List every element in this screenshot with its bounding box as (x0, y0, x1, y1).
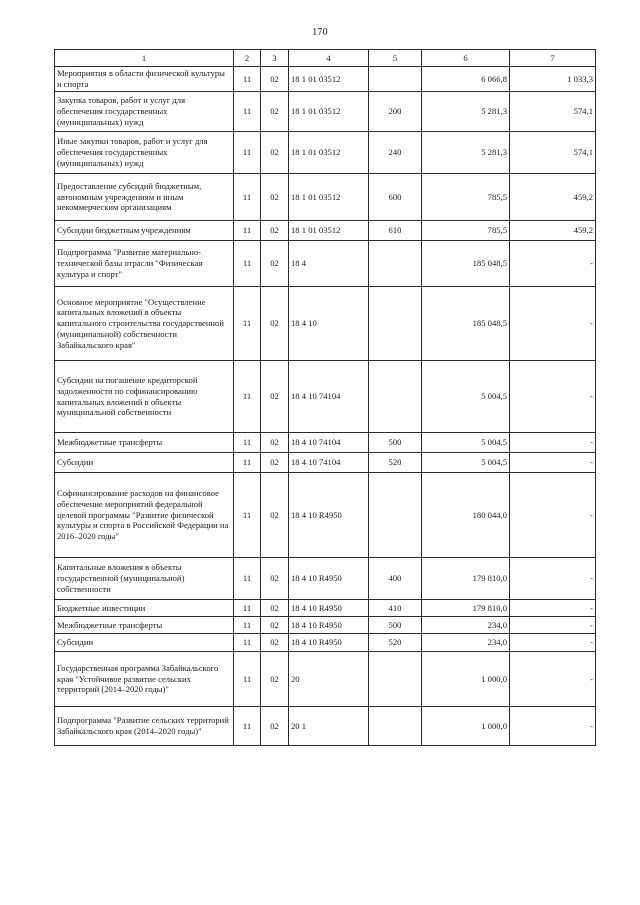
row-value6-cell: 185 048,5 (422, 241, 510, 287)
row-value7-cell: - (510, 287, 596, 361)
row-col3-cell: 02 (261, 174, 289, 221)
row-code-cell: 18 4 10 R4950 (289, 558, 369, 600)
row-col2-cell: 11 (234, 634, 261, 652)
row-name-cell: Субсидии (55, 453, 234, 473)
row-value6-cell: 5 004,5 (422, 361, 510, 433)
row-code-cell: 18 4 10 74104 (289, 361, 369, 433)
row-value7-cell: - (510, 558, 596, 600)
table-row (55, 67, 596, 92)
row-name-cell: Закупка товаров, работ и услуг для обеспечения государственных (муниципальных) нужд (55, 92, 234, 132)
table-row (55, 652, 596, 707)
table-row (55, 174, 596, 221)
row-value6-cell: 5 004,5 (422, 433, 510, 453)
table-row (55, 453, 596, 473)
row-code-cell: 20 1 (289, 707, 369, 746)
row-col3-cell: 02 (261, 634, 289, 652)
row-value7-cell: - (510, 600, 596, 617)
row-col3-cell: 02 (261, 617, 289, 634)
budget-table (54, 49, 596, 746)
row-col3-cell: 02 (261, 361, 289, 433)
header-col-5: 5 (369, 50, 422, 67)
table-row (55, 558, 596, 600)
row-col2-cell: 11 (234, 473, 261, 558)
row-value6-cell: 5 281,3 (422, 92, 510, 132)
row-type-cell (369, 361, 422, 433)
row-value6-cell: 785,5 (422, 221, 510, 241)
table-body (55, 67, 596, 746)
row-name-cell: Бюджетные инвестиции (55, 600, 234, 617)
row-type-cell (369, 473, 422, 558)
row-col2-cell: 11 (234, 433, 261, 453)
row-col2-cell: 11 (234, 67, 261, 92)
row-code-cell: 18 4 10 (289, 287, 369, 361)
table-row (55, 132, 596, 174)
header-col-2: 2 (234, 50, 261, 67)
row-code-cell: 20 (289, 652, 369, 707)
table-row (55, 433, 596, 453)
row-col2-cell: 11 (234, 617, 261, 634)
row-value7-cell: - (510, 433, 596, 453)
row-type-cell: 610 (369, 221, 422, 241)
row-col3-cell: 02 (261, 92, 289, 132)
row-value7-cell: 459,2 (510, 174, 596, 221)
row-value7-cell: - (510, 652, 596, 707)
row-col2-cell: 11 (234, 132, 261, 174)
row-value7-cell: 574,1 (510, 132, 596, 174)
row-col2-cell: 11 (234, 92, 261, 132)
row-col3-cell: 02 (261, 707, 289, 746)
row-name-cell: Предоставление субсидий бюджетным, автономным учреждениям и иным некоммерческим организациям (55, 174, 234, 221)
row-name-cell: Софинансирование расходов на финансовое обеспечение мероприятий федеральной целевой программы "Развитие физической культуры и спорта в Российской Федерации на 2016–2020 годы" (55, 473, 234, 558)
row-value6-cell: 6 066,8 (422, 67, 510, 92)
row-name-cell: Подпрограмма "Развитие сельских территорий Забайкальского края (2014–2020 годы)" (55, 707, 234, 746)
row-value7-cell: 1 033,3 (510, 67, 596, 92)
row-type-cell (369, 652, 422, 707)
row-name-cell: Иные закупки товаров, работ и услуг для обеспечения государственных (муниципальных) нужд (55, 132, 234, 174)
row-value6-cell: 5 004,5 (422, 453, 510, 473)
row-code-cell: 18 1 01 03512 (289, 132, 369, 174)
row-type-cell (369, 67, 422, 92)
row-value7-cell: - (510, 361, 596, 433)
row-code-cell: 18 1 01 03512 (289, 67, 369, 92)
row-name-cell: Субсидии на погашение кредиторской задолженности по софинансированию капитальных вложений в объекты муниципальной собственности (55, 361, 234, 433)
row-col3-cell: 02 (261, 473, 289, 558)
row-name-cell: Подпрограмма "Развитие материально-технической базы отрасли "Физическая культура и спорт" (55, 241, 234, 287)
row-code-cell: 18 4 (289, 241, 369, 287)
row-value6-cell: 234,0 (422, 617, 510, 634)
row-type-cell: 520 (369, 453, 422, 473)
row-value6-cell: 5 281,3 (422, 132, 510, 174)
row-type-cell: 600 (369, 174, 422, 221)
row-type-cell: 410 (369, 600, 422, 617)
header-col-6: 6 (422, 50, 510, 67)
row-code-cell: 18 4 10 R4950 (289, 634, 369, 652)
row-value7-cell: - (510, 617, 596, 634)
page-number: 170 (312, 27, 328, 38)
table-header-row (55, 50, 596, 67)
row-value7-cell: 574,1 (510, 92, 596, 132)
row-col3-cell: 02 (261, 600, 289, 617)
row-col3-cell: 02 (261, 241, 289, 287)
row-code-cell: 18 4 10 R4950 (289, 600, 369, 617)
row-col2-cell: 11 (234, 361, 261, 433)
row-col2-cell: 11 (234, 287, 261, 361)
row-value7-cell: - (510, 453, 596, 473)
row-type-cell: 400 (369, 558, 422, 600)
row-value6-cell: 785,5 (422, 174, 510, 221)
row-name-cell: Субсидии бюджетным учреждениям (55, 221, 234, 241)
row-col3-cell: 02 (261, 221, 289, 241)
row-code-cell: 18 4 10 74104 (289, 433, 369, 453)
row-type-cell: 200 (369, 92, 422, 132)
row-value6-cell: 234,0 (422, 634, 510, 652)
header-col-4: 4 (289, 50, 369, 67)
table-row (55, 707, 596, 746)
table-row (55, 221, 596, 241)
row-value7-cell: - (510, 473, 596, 558)
row-col3-cell: 02 (261, 558, 289, 600)
row-value7-cell: 459,2 (510, 221, 596, 241)
row-col3-cell: 02 (261, 132, 289, 174)
row-col3-cell: 02 (261, 652, 289, 707)
row-name-cell: Основное мероприятие "Осуществление капитальных вложений в объекты капитального строительства государственной (муниципальной) собственности Забайкальского края" (55, 287, 234, 361)
row-col2-cell: 11 (234, 241, 261, 287)
table-row (55, 241, 596, 287)
row-type-cell (369, 287, 422, 361)
table-row (55, 617, 596, 634)
row-col3-cell: 02 (261, 287, 289, 361)
table-row (55, 473, 596, 558)
row-code-cell: 18 4 10 R4950 (289, 617, 369, 634)
row-name-cell: Мероприятия в области физической культуры и спорта (55, 67, 234, 92)
row-code-cell: 18 1 01 03512 (289, 92, 369, 132)
row-type-cell (369, 241, 422, 287)
row-col2-cell: 11 (234, 652, 261, 707)
row-code-cell: 18 1 01 03512 (289, 221, 369, 241)
row-name-cell: Субсидии (55, 634, 234, 652)
row-col2-cell: 11 (234, 707, 261, 746)
row-value6-cell: 179 810,0 (422, 600, 510, 617)
row-value6-cell: 1 000,0 (422, 652, 510, 707)
row-value6-cell: 179 810,0 (422, 558, 510, 600)
row-code-cell: 18 1 01 03512 (289, 174, 369, 221)
row-type-cell: 520 (369, 634, 422, 652)
header-col-7: 7 (510, 50, 596, 67)
table-row (55, 92, 596, 132)
row-name-cell: Капитальные вложения в объекты государственной (муниципальной) собственности (55, 558, 234, 600)
row-value7-cell: - (510, 241, 596, 287)
row-value6-cell: 185 048,5 (422, 287, 510, 361)
row-col2-cell: 11 (234, 558, 261, 600)
header-col-1: 1 (55, 50, 234, 67)
row-col2-cell: 11 (234, 600, 261, 617)
row-name-cell: Межбюджетные трансферты (55, 433, 234, 453)
row-col3-cell: 02 (261, 67, 289, 92)
row-col3-cell: 02 (261, 433, 289, 453)
table-row (55, 361, 596, 433)
header-col-3: 3 (261, 50, 289, 67)
row-value7-cell: - (510, 634, 596, 652)
row-value6-cell: 1 000,0 (422, 707, 510, 746)
row-col2-cell: 11 (234, 174, 261, 221)
row-col3-cell: 02 (261, 453, 289, 473)
row-code-cell: 18 4 10 74104 (289, 453, 369, 473)
row-type-cell: 500 (369, 433, 422, 453)
table-row (55, 634, 596, 652)
table-row (55, 287, 596, 361)
row-value6-cell: 180 044,0 (422, 473, 510, 558)
row-name-cell: Государственная программа Забайкальского края "Устойчивое развитие сельских территорий (2014–2020 годы)" (55, 652, 234, 707)
row-value7-cell: - (510, 707, 596, 746)
row-type-cell: 500 (369, 617, 422, 634)
row-code-cell: 18 4 10 R4950 (289, 473, 369, 558)
row-col2-cell: 11 (234, 221, 261, 241)
row-type-cell (369, 707, 422, 746)
row-col2-cell: 11 (234, 453, 261, 473)
table-row (55, 600, 596, 617)
row-name-cell: Межбюджетные трансферты (55, 617, 234, 634)
row-type-cell: 240 (369, 132, 422, 174)
